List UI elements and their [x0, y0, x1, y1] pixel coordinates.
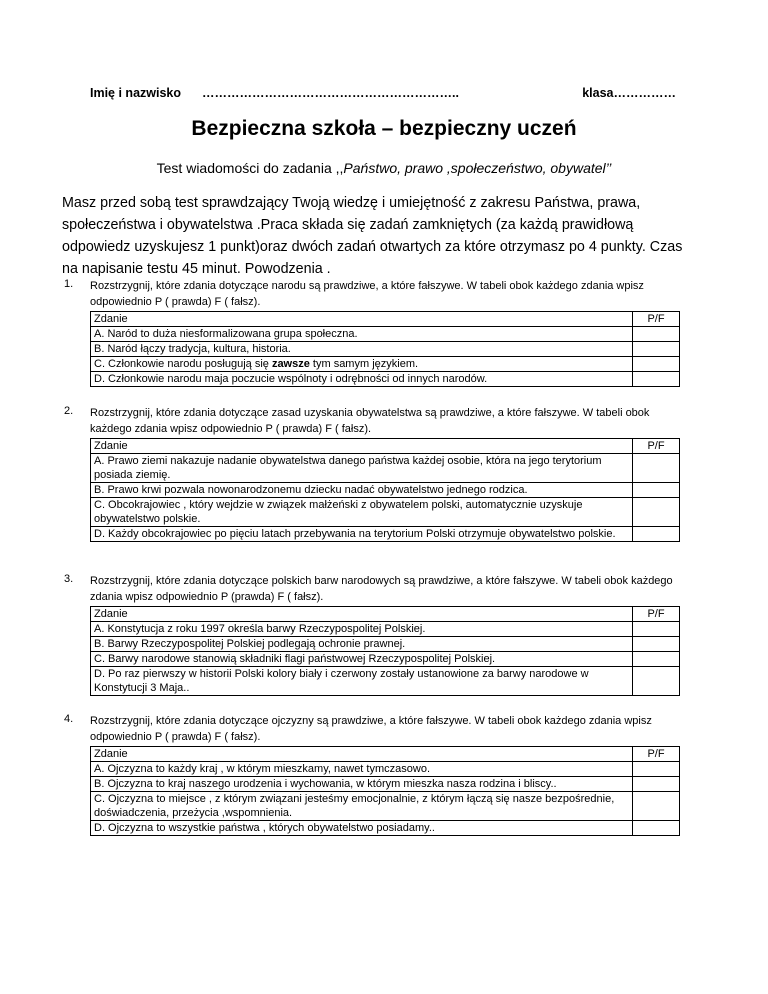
question-number: 4. [64, 713, 74, 725]
class-label[interactable]: klasa…………… [582, 86, 676, 100]
statement-d: D. Członkowie narodu maja poczucie wspólnoty i odrębności od innych narodów. [91, 372, 633, 387]
intro-paragraph: Masz przed sobą test sprawdzający Twoją wiedzę i umiejętność z zakresu Państwa, prawa, społeczeństwa i obywatelstwa .Praca składa się zadań zamkniętych (za każdą prawidłową odpowiedz uzyskujesz 1 punkt)oraz dwóch zadań otwartych za które otrzymasz po 4 punkty. Czas na napisanie testu 45 minut. Powodzenia . [62, 195, 683, 277]
statement-c: C. Ojczyzna to miejsce , z którym związani jesteśmy emocjonalnie, z którym łączą się nasze bezpośrednie, doświadczenia, przeżycia ,wspomnienia. [91, 792, 633, 821]
answer-table [90, 606, 680, 696]
statement-b: B. Naród łączy tradycja, kultura, historia. [91, 342, 633, 357]
answer-cell[interactable] [633, 483, 680, 498]
subtitle-prefix: Test wiadomości do zadania ,, [156, 160, 344, 176]
answer-cell[interactable] [633, 637, 680, 652]
header-zdanie: Zdanie [91, 747, 633, 762]
header-pf: P/F [633, 312, 680, 327]
answer-cell[interactable] [633, 777, 680, 792]
page-title: Bezpieczna szkoła – bezpieczny uczeń [191, 117, 577, 140]
statement-c: C. Barwy narodowe stanowią składniki flagi państwowej Rzeczypospolitej Polskiej. [91, 652, 633, 667]
question-2 [64, 405, 684, 542]
table-row [91, 777, 680, 792]
answer-cell[interactable] [633, 821, 680, 836]
answer-cell[interactable] [633, 327, 680, 342]
question-number: 1. [64, 278, 74, 290]
table-row [91, 637, 680, 652]
answer-cell[interactable] [633, 454, 680, 483]
table-row [91, 454, 680, 483]
question-number: 2. [64, 405, 74, 417]
table-row [91, 762, 680, 777]
statement-b: B. Barwy Rzeczypospolitej Polskiej podlegają ochronie prawnej. [91, 637, 633, 652]
answer-table [90, 438, 680, 542]
question-text: Rozstrzygnij, które zdania dotyczące zasad uzyskania obywatelstwa są prawdziwe, a które fałszywe. W tabeli obok każdego zdania wpisz odpowiednio P ( prawda) F ( fałsz). [90, 407, 650, 435]
question-text: Rozstrzygnij, które zdania dotyczące polskich barw narodowych są prawdziwe, a które fałszywe. W tabeli obok każdego zdania wpisz odpowiednio P (prawda) F ( fałsz). [90, 575, 673, 603]
answer-cell[interactable] [633, 622, 680, 637]
table-row [91, 792, 680, 821]
header-zdanie: Zdanie [91, 439, 633, 454]
table-row [91, 652, 680, 667]
subtitle [0, 160, 768, 176]
statement-a: A. Naród to duża niesformalizowana grupa społeczna. [91, 327, 633, 342]
statement-b: B. Prawo krwi pozwala nowonarodzonemu dziecku nadać obywatelstwo jednego rodzica. [91, 483, 633, 498]
table-row [91, 483, 680, 498]
table-header-row [91, 439, 680, 454]
answer-table [90, 311, 680, 387]
header-pf: P/F [633, 607, 680, 622]
statement-d: D. Ojczyzna to wszystkie państwa , których obywatelstwo posiadamy.. [91, 821, 633, 836]
table-row [91, 372, 680, 387]
statement-d: D. Każdy obcokrajowiec po pięciu latach przebywania na terytorium Polski otrzymuje obywatelstwo polskie. [91, 527, 633, 542]
table-header-row [91, 607, 680, 622]
table-header-row [91, 312, 680, 327]
question-text: Rozstrzygnij, które zdania dotyczące narodu są prawdziwe, a które fałszywe. W tabeli obok każdego zdania wpisz odpowiednio P ( prawda) F ( fałsz). [90, 280, 644, 308]
table-row [91, 667, 680, 696]
question-text: Rozstrzygnij, które zdania dotyczące ojczyzny są prawdziwe, a które fałszywe. W tabeli obok każdego zdania wpisz odpowiednio P ( prawda) F ( fałsz). [90, 715, 652, 743]
subtitle-topic: Państwo, prawo ,społeczeństwo, obywatel’’ [343, 160, 612, 176]
statement-c: C. Obcokrajowiec , który wejdzie w związek małżeński z obywatelem polski, automatycznie uzyskuje obywatelstwo polskie. [91, 498, 633, 527]
answer-cell[interactable] [633, 762, 680, 777]
statement-a: A. Prawo ziemi nakazuje nadanie obywatelstwa danego państwa każdej osobie, która na jego terytorium posiada ziemię. [91, 454, 633, 483]
answer-cell[interactable] [633, 342, 680, 357]
table-row [91, 327, 680, 342]
answer-cell[interactable] [633, 498, 680, 527]
question-1 [64, 278, 684, 387]
answer-cell[interactable] [633, 372, 680, 387]
header-zdanie: Zdanie [91, 607, 633, 622]
table-row [91, 357, 680, 372]
question-3 [64, 573, 684, 696]
table-row [91, 342, 680, 357]
table-header-row [91, 747, 680, 762]
statement-a: A. Ojczyzna to każdy kraj , w którym mieszkamy, nawet tymczasowo. [91, 762, 633, 777]
answer-cell[interactable] [633, 652, 680, 667]
answer-table [90, 746, 680, 836]
answer-cell[interactable] [633, 667, 680, 696]
statement-d: D. Po raz pierwszy w historii Polski kolory biały i czerwony zostały ustanowione za barwy narodowe w Konstytucji 3 Maja.. [91, 667, 633, 696]
header-pf: P/F [633, 747, 680, 762]
name-label: Imię i nazwisko [90, 86, 182, 100]
answer-cell[interactable] [633, 527, 680, 542]
name-blank-field[interactable]: …………………………………………………….. [202, 86, 459, 100]
answer-cell[interactable] [633, 792, 680, 821]
statement-c: C. Członkowie narodu posługują się zawsze tym samym językiem. [91, 357, 633, 372]
header-pf: P/F [633, 439, 680, 454]
question-4 [64, 713, 684, 836]
table-row [91, 821, 680, 836]
statement-b: B. Ojczyzna to kraj naszego urodzenia i wychowania, w którym mieszka nasza rodzina i bliscy.. [91, 777, 633, 792]
table-row [91, 527, 680, 542]
header-zdanie: Zdanie [91, 312, 633, 327]
question-number: 3. [64, 573, 74, 585]
table-row [91, 498, 680, 527]
table-row [91, 622, 680, 637]
answer-cell[interactable] [633, 357, 680, 372]
statement-a: A. Konstytucja z roku 1997 określa barwy Rzeczypospolitej Polskiej. [91, 622, 633, 637]
